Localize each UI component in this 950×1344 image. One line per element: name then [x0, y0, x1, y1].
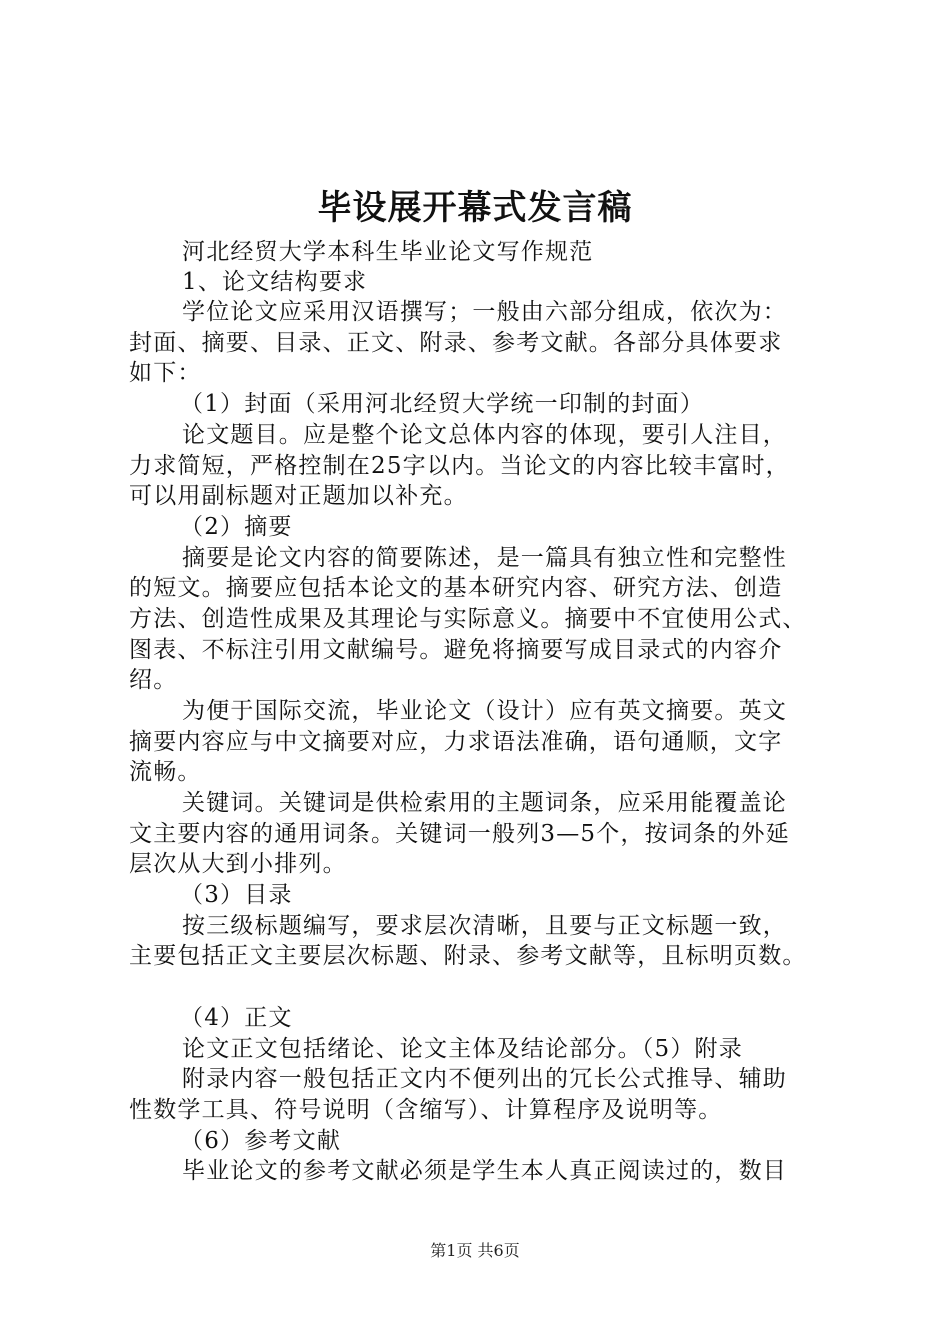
section-heading: 1、论文结构要求	[182, 269, 368, 295]
paragraph-line: 层次从大到小排列。	[129, 851, 347, 877]
subsection-heading: （2）摘要	[180, 514, 293, 540]
paragraph-line: 流畅。	[129, 759, 202, 785]
paragraph-line: 附录内容一般包括正文内不便列出的冗长公式推导、辅助	[182, 1066, 787, 1092]
paragraph-line: 的短文。摘要应包括本论文的基本研究内容、研究方法、创造	[129, 575, 783, 601]
paragraph-line: 绍。	[129, 667, 178, 693]
paragraph-line: 力求简短，严格控制在25字以内。当论文的内容比较丰富时，	[129, 453, 790, 479]
paragraph-line: 主要包括正文主要层次标题、附录、参考文献等，且标明页数。	[129, 943, 807, 969]
paragraph-line: 方法、创造性成果及其理论与实际意义。摘要中不宜使用公式、	[129, 606, 807, 632]
subsection-heading: （6）参考文献	[180, 1128, 342, 1154]
paragraph-line: 性数学工具、符号说明（含缩写）、计算程序及说明等。	[129, 1097, 723, 1123]
paragraph-line: 如下：	[129, 360, 202, 386]
subsection-heading: （3）目录	[180, 882, 293, 908]
document-title: 毕设展开幕式发言稿	[317, 188, 633, 228]
paragraph-line: 图表、不标注引用文献编号。避免将摘要写成目录式的内容介	[129, 637, 783, 663]
page-number-footer: 第1页 共6页	[430, 1241, 520, 1260]
paragraph-line: 学位论文应采用汉语撰写；一般由六部分组成，依次为：	[182, 299, 787, 325]
paragraph-line: 封面、摘要、目录、正文、附录、参考文献。各部分具体要求	[129, 330, 783, 356]
paragraph-line: 论文题目。应是整个论文总体内容的体现，要引人注目，	[182, 422, 787, 448]
paragraph-line: 摘要内容应与中文摘要对应，力求语法准确，语句通顺，文字	[129, 729, 783, 755]
paragraph-line: 文主要内容的通用词条。关键词一般列3—5个，按词条的外延	[129, 821, 790, 847]
paragraph-line: 可以用副标题对正题加以补充。	[129, 483, 468, 509]
subtitle-line: 河北经贸大学本科生毕业论文写作规范	[182, 239, 594, 265]
paragraph-line: 摘要是论文内容的简要陈述，是一篇具有独立性和完整性	[182, 545, 787, 571]
paragraph-line: 论文正文包括绪论、论文主体及结论部分。（5）附录	[182, 1036, 743, 1062]
paragraph-line: 关键词。关键词是供检索用的主题词条，应采用能覆盖论	[182, 790, 787, 816]
paragraph-line: 毕业论文的参考文献必须是学生本人真正阅读过的，数目	[182, 1158, 787, 1184]
subsection-heading: （1）封面（采用河北经贸大学统一印制的封面）	[180, 391, 705, 417]
subsection-heading: （4）正文	[180, 1005, 293, 1031]
paragraph-line: 为便于国际交流，毕业论文（设计）应有英文摘要。英文	[182, 698, 787, 724]
paragraph-line: 按三级标题编写，要求层次清晰，且要与正文标题一致，	[182, 913, 787, 939]
